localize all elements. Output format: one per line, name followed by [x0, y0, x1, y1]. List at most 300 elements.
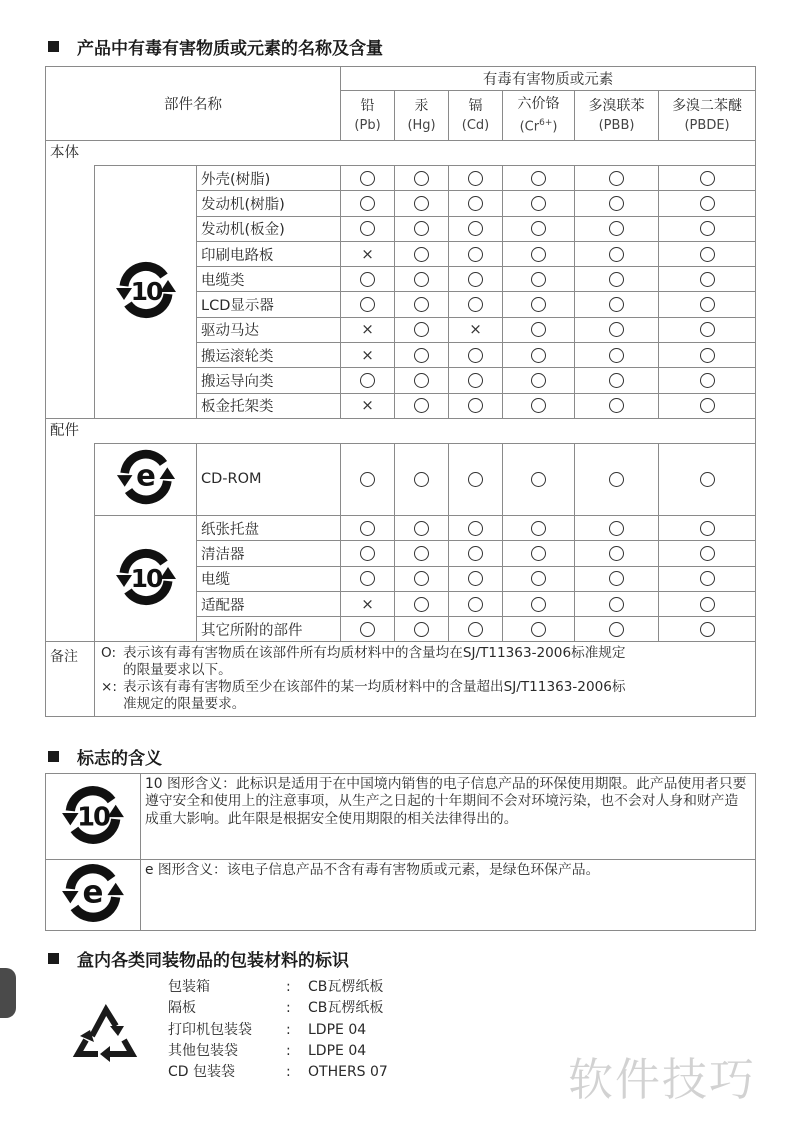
circle-mark-icon: [531, 196, 546, 211]
packaging-material: LDPE 04: [308, 1021, 367, 1038]
part-name: 驱动马达: [197, 317, 341, 342]
element-symbol: (Cd): [461, 117, 490, 133]
cross-mark-icon: ×: [361, 244, 374, 263]
substance-mark: [449, 566, 503, 591]
circle-mark-icon: [414, 571, 429, 586]
circle-mark-icon: [531, 247, 546, 262]
substance-mark: [503, 216, 575, 241]
circle-mark-icon: [700, 521, 715, 536]
substance-mark: [395, 515, 449, 540]
packaging-list: [168, 977, 388, 1083]
substance-mark: [503, 166, 575, 191]
circle-mark-icon: [414, 348, 429, 363]
circle-mark-icon: [609, 322, 624, 337]
substance-mark: [341, 191, 395, 216]
circle-mark-icon: [609, 571, 624, 586]
substance-mark: [395, 368, 449, 393]
substance-mark: [341, 317, 395, 342]
substance-mark: [449, 191, 503, 216]
note-symbol: O:: [101, 645, 117, 662]
group-label: 配件: [46, 418, 756, 443]
substance-mark: [341, 617, 395, 642]
substance-mark: [575, 267, 659, 292]
circle-mark-icon: [700, 196, 715, 211]
substance-mark: [659, 591, 756, 616]
circle-mark-icon: [531, 546, 546, 561]
notes-content: [95, 642, 756, 717]
packaging-item: [168, 1020, 388, 1041]
part-name: 发动机(树脂): [197, 191, 341, 216]
substance-mark: [395, 541, 449, 566]
part-name: 印刷电路板: [197, 241, 341, 266]
substance-mark: [659, 515, 756, 540]
efup-10-icon-cell: [95, 515, 197, 641]
element-name: 六价铬: [517, 95, 560, 112]
circle-mark-icon: [609, 373, 624, 388]
section-title-text: 标志的含义: [77, 749, 162, 769]
svg-text:10: 10: [77, 801, 109, 832]
packaging-material: OTHERS 07: [308, 1064, 388, 1081]
circle-mark-icon: [700, 322, 715, 337]
substance-mark: [395, 191, 449, 216]
substance-mark: [395, 267, 449, 292]
packaging-material: CB瓦楞纸板: [308, 1000, 384, 1017]
circle-mark-icon: [531, 472, 546, 487]
element-name: 多溴联苯: [588, 97, 645, 114]
substance-mark: [503, 591, 575, 616]
circle-mark-icon: [414, 373, 429, 388]
substance-mark: [503, 393, 575, 418]
circle-mark-icon: [531, 373, 546, 388]
group-indent: [46, 443, 95, 641]
circle-mark-icon: [414, 597, 429, 612]
substance-mark: [395, 241, 449, 266]
packaging-item: [168, 998, 388, 1019]
group-label: 本体: [46, 141, 756, 166]
circle-mark-icon: [700, 221, 715, 236]
packaging-item: [168, 977, 388, 998]
substance-mark: [503, 515, 575, 540]
substance-mark: [449, 317, 503, 342]
substance-mark: [341, 292, 395, 317]
element-header: [341, 91, 395, 141]
packaging-item-name: 包装箱: [168, 979, 210, 995]
substance-mark: [395, 443, 449, 515]
circle-mark-icon: [531, 272, 546, 287]
substance-mark: [575, 617, 659, 642]
circle-mark-icon: [700, 622, 715, 637]
part-name-header: 部件名称: [46, 67, 341, 141]
substance-mark: [575, 368, 659, 393]
circle-mark-icon: [609, 348, 624, 363]
substance-mark: [575, 566, 659, 591]
circle-mark-icon: [360, 622, 375, 637]
circle-mark-icon: [360, 571, 375, 586]
circle-mark-icon: [414, 322, 429, 337]
substance-mark: [659, 393, 756, 418]
circle-mark-icon: [700, 398, 715, 413]
circle-mark-icon: [414, 472, 429, 487]
circle-mark-icon: [468, 272, 483, 287]
substance-mark: [503, 617, 575, 642]
symbol-base: (Cr: [519, 119, 540, 135]
substance-mark: [449, 591, 503, 616]
substance-mark: [395, 317, 449, 342]
substance-mark: [449, 443, 503, 515]
substance-mark: [503, 292, 575, 317]
watermark: 软件技巧: [568, 1053, 757, 1106]
substance-mark: [659, 443, 756, 515]
substance-mark: [341, 368, 395, 393]
substance-mark: [341, 393, 395, 418]
substance-mark: [503, 241, 575, 266]
substance-mark: [395, 591, 449, 616]
circle-mark-icon: [531, 521, 546, 536]
circle-mark-icon: [360, 196, 375, 211]
circle-mark-icon: [700, 348, 715, 363]
note-text: [123, 679, 625, 713]
part-name: 纸张托盘: [197, 515, 341, 540]
circle-mark-icon: [700, 546, 715, 561]
substance-mark: [341, 343, 395, 368]
separator-colon: :: [286, 1042, 291, 1059]
circle-mark-icon: [468, 622, 483, 637]
table-row: [46, 443, 756, 515]
circle-mark-icon: [414, 196, 429, 211]
note-line-1: 表示该有毒有害物质在该部件所有均质材料中的含量均在SJ/T11363-2006标准规定: [123, 645, 626, 662]
circle-mark-icon: [414, 221, 429, 236]
substance-mark: [575, 241, 659, 266]
circle-mark-icon: [700, 247, 715, 262]
circle-mark-icon: [414, 272, 429, 287]
efup-10-icon: [114, 276, 178, 326]
circle-mark-icon: [414, 398, 429, 413]
circle-mark-icon: [468, 247, 483, 262]
circle-mark-icon: [531, 322, 546, 337]
substance-mark: [395, 292, 449, 317]
cross-mark-icon: ×: [361, 594, 374, 613]
separator-colon: :: [286, 1021, 291, 1038]
circle-mark-icon: [468, 297, 483, 312]
circle-mark-icon: [700, 472, 715, 487]
substance-mark: [503, 368, 575, 393]
circle-mark-icon: [360, 546, 375, 561]
packaging-item-name: 其他包装袋: [168, 1042, 238, 1059]
separator-colon: :: [286, 979, 291, 995]
circle-mark-icon: [700, 171, 715, 186]
note-line-1: 表示该有毒有害物质至少在该部件的某一均质材料中的含量超出SJ/T11363-2006标: [123, 679, 626, 696]
substance-mark: [341, 216, 395, 241]
circle-mark-icon: [609, 171, 624, 186]
substance-mark: [341, 443, 395, 515]
part-name: 电缆: [197, 566, 341, 591]
circle-mark-icon: [609, 272, 624, 287]
substance-mark: [659, 216, 756, 241]
circle-mark-icon: [414, 171, 429, 186]
element-name: 铅: [360, 97, 375, 114]
substance-mark: [575, 216, 659, 241]
substance-mark: [449, 241, 503, 266]
packaging-item-name: 打印机包装袋: [168, 1021, 252, 1038]
circle-mark-icon: [531, 398, 546, 413]
separator-colon: :: [286, 1000, 291, 1017]
packaging-item-name: 隔板: [168, 1000, 196, 1017]
circle-mark-icon: [468, 373, 483, 388]
cross-mark-icon: ×: [361, 345, 374, 364]
logo-10-meaning: 10 图形含义：此标识是适用于在中国境内销售的电子信息产品的环保使用期限。此产品使用者只要遵守安全和使用上的注意事项，从生产之日起的十年期间不会对环境污染，也不会对人身和财产造成重大影响。此年限是根据安全使用期限的相关法律得出的。: [141, 774, 756, 860]
substance-mark: [659, 267, 756, 292]
substance-mark: [575, 292, 659, 317]
logo-e-meaning: e 图形含义：该电子信息产品不含有毒有害物质或元素，是绿色环保产品。: [141, 860, 756, 931]
circle-mark-icon: [531, 297, 546, 312]
circle-mark-icon: [468, 472, 483, 487]
element-header: [659, 91, 756, 141]
circle-mark-icon: [700, 373, 715, 388]
page-edge-tab: [0, 968, 16, 1018]
svg-text:10: 10: [130, 276, 161, 306]
substance-mark: [341, 515, 395, 540]
substance-mark: [575, 166, 659, 191]
circle-mark-icon: [609, 297, 624, 312]
circle-mark-icon: [700, 297, 715, 312]
circle-mark-icon: [609, 597, 624, 612]
svg-text:e: e: [135, 459, 156, 494]
circle-mark-icon: [414, 247, 429, 262]
circle-mark-icon: [360, 297, 375, 312]
substance-mark: [395, 566, 449, 591]
note-item: [101, 679, 751, 713]
circle-mark-icon: [360, 221, 375, 236]
part-name: 电缆类: [197, 267, 341, 292]
substance-mark: [395, 343, 449, 368]
substance-mark: [395, 166, 449, 191]
circle-mark-icon: [531, 171, 546, 186]
circle-mark-icon: [609, 221, 624, 236]
circle-mark-icon: [700, 571, 715, 586]
circle-mark-icon: [700, 597, 715, 612]
substance-mark: [341, 541, 395, 566]
part-name: 外壳(树脂): [197, 166, 341, 191]
substance-mark: [449, 267, 503, 292]
efup-e-icon: [60, 874, 126, 930]
symbol-superscript: 6+: [539, 117, 553, 128]
circle-mark-icon: [700, 272, 715, 287]
group-indent: [46, 166, 95, 419]
circle-mark-icon: [468, 221, 483, 236]
part-name: LCD显示器: [197, 292, 341, 317]
substance-group-header: 有毒有害物质或元素: [341, 67, 756, 91]
element-header: [503, 91, 575, 141]
circle-mark-icon: [414, 297, 429, 312]
table-row: [46, 515, 756, 540]
efup-e-icon: [115, 459, 177, 512]
circle-mark-icon: [468, 171, 483, 186]
substance-mark: [659, 292, 756, 317]
recycle-icon: [70, 996, 142, 1066]
substance-mark: [659, 317, 756, 342]
cross-mark-icon: ×: [469, 320, 482, 339]
cross-mark-icon: ×: [361, 320, 374, 339]
separator-colon: :: [286, 1064, 291, 1081]
element-symbol: (Hg): [407, 117, 436, 133]
circle-mark-icon: [609, 398, 624, 413]
part-name: 搬运滚轮类: [197, 343, 341, 368]
substance-mark: [575, 393, 659, 418]
substance-mark: [575, 591, 659, 616]
circle-mark-icon: [531, 221, 546, 236]
substance-mark: [575, 515, 659, 540]
substance-mark: [503, 541, 575, 566]
svg-text:e: e: [82, 874, 104, 911]
circle-mark-icon: [609, 196, 624, 211]
section-title-text: 盒内各类同装物品的包装材料的标识: [77, 951, 349, 971]
substance-mark: [503, 566, 575, 591]
efup-10-icon-cell: [95, 166, 197, 419]
circle-mark-icon: [468, 348, 483, 363]
circle-mark-icon: [414, 546, 429, 561]
circle-mark-icon: [609, 247, 624, 262]
circle-mark-icon: [468, 196, 483, 211]
circle-mark-icon: [360, 472, 375, 487]
substance-mark: [395, 617, 449, 642]
element-name: 汞: [414, 97, 429, 114]
note-line-2: 的限量要求以下。: [123, 662, 232, 679]
section-title-packaging: [48, 946, 349, 971]
circle-mark-icon: [531, 597, 546, 612]
symbol-end: ): [552, 119, 558, 135]
note-item: [101, 645, 751, 679]
substance-mark: [341, 166, 395, 191]
substance-mark: [659, 566, 756, 591]
packaging-material: CB瓦楞纸板: [308, 979, 384, 995]
circle-mark-icon: [531, 571, 546, 586]
substance-mark: [449, 393, 503, 418]
substance-mark: [341, 566, 395, 591]
circle-mark-icon: [414, 622, 429, 637]
substance-mark: [503, 443, 575, 515]
substance-mark: [503, 191, 575, 216]
substance-mark: [659, 617, 756, 642]
substance-mark: [449, 541, 503, 566]
substance-mark: [449, 292, 503, 317]
substance-mark: [395, 216, 449, 241]
element-symbol: (PBB): [598, 117, 635, 133]
element-symbol: (Pb): [354, 117, 381, 133]
note-line-2: 准规定的限量要求。: [123, 696, 246, 713]
circle-mark-icon: [468, 521, 483, 536]
packaging-material: LDPE 04: [308, 1042, 367, 1059]
circle-mark-icon: [531, 622, 546, 637]
bullet-square-icon: [48, 41, 59, 52]
substance-mark: [395, 393, 449, 418]
circle-mark-icon: [360, 171, 375, 186]
efup-10-icon: [114, 563, 178, 613]
part-name: 搬运导向类: [197, 368, 341, 393]
substance-mark: [659, 241, 756, 266]
substance-mark: [449, 343, 503, 368]
packaging-item-name: CD 包装袋: [168, 1064, 236, 1081]
substance-mark: [575, 541, 659, 566]
substance-mark: [503, 343, 575, 368]
circle-mark-icon: [468, 546, 483, 561]
notes-label: 备注: [46, 642, 95, 717]
element-symbol: [503, 114, 574, 136]
logo-cell: [46, 774, 141, 860]
packaging-item: [168, 1062, 388, 1083]
substance-mark: [575, 317, 659, 342]
substance-mark: [503, 317, 575, 342]
substance-mark: [575, 343, 659, 368]
substance-mark: [449, 515, 503, 540]
substance-mark: [575, 443, 659, 515]
circle-mark-icon: [468, 571, 483, 586]
svg-text:10: 10: [130, 563, 161, 593]
logo-meaning-table: [45, 773, 756, 931]
bullet-square-icon: [48, 953, 59, 964]
section-title-text: 产品中有毒有害物质或元素的名称及含量: [77, 39, 383, 59]
substance-mark: [659, 343, 756, 368]
part-name: 发动机(板金): [197, 216, 341, 241]
element-symbol: (PBDE): [684, 117, 730, 133]
substance-mark: [659, 368, 756, 393]
circle-mark-icon: [531, 348, 546, 363]
element-header: [395, 91, 449, 141]
substance-mark: [659, 541, 756, 566]
note-text: [123, 645, 625, 679]
circle-mark-icon: [609, 546, 624, 561]
substance-mark: [449, 617, 503, 642]
element-name: 多溴二苯醚: [672, 97, 743, 114]
circle-mark-icon: [609, 521, 624, 536]
cross-mark-icon: ×: [361, 396, 374, 415]
substance-mark: [341, 241, 395, 266]
circle-mark-icon: [360, 373, 375, 388]
substance-mark: [575, 191, 659, 216]
section-title-hazardous: [48, 34, 383, 59]
part-name: 适配器: [197, 591, 341, 616]
efup-10-icon: [60, 801, 126, 852]
part-name: 清洁器: [197, 541, 341, 566]
element-name: 镉: [468, 97, 483, 114]
circle-mark-icon: [468, 398, 483, 413]
note-symbol: ×:: [101, 679, 117, 696]
circle-mark-icon: [609, 472, 624, 487]
part-name: CD-ROM: [197, 443, 341, 515]
part-name: 其它所附的部件: [197, 617, 341, 642]
packaging-item: [168, 1041, 388, 1062]
substance-mark: [341, 591, 395, 616]
efup-e-icon-cell: [95, 443, 197, 515]
substance-mark: [449, 216, 503, 241]
part-name: 板金托架类: [197, 393, 341, 418]
substance-mark: [659, 191, 756, 216]
section-title-logo-meaning: [48, 744, 162, 769]
substance-mark: [341, 267, 395, 292]
substance-mark: [503, 267, 575, 292]
circle-mark-icon: [609, 622, 624, 637]
circle-mark-icon: [360, 521, 375, 536]
logo-cell: [46, 860, 141, 931]
element-header: [449, 91, 503, 141]
substance-mark: [449, 368, 503, 393]
substance-mark: [659, 166, 756, 191]
substance-mark: [449, 166, 503, 191]
circle-mark-icon: [414, 521, 429, 536]
hazardous-substances-table: [45, 66, 756, 717]
bullet-square-icon: [48, 751, 59, 762]
element-header: [575, 91, 659, 141]
circle-mark-icon: [468, 597, 483, 612]
